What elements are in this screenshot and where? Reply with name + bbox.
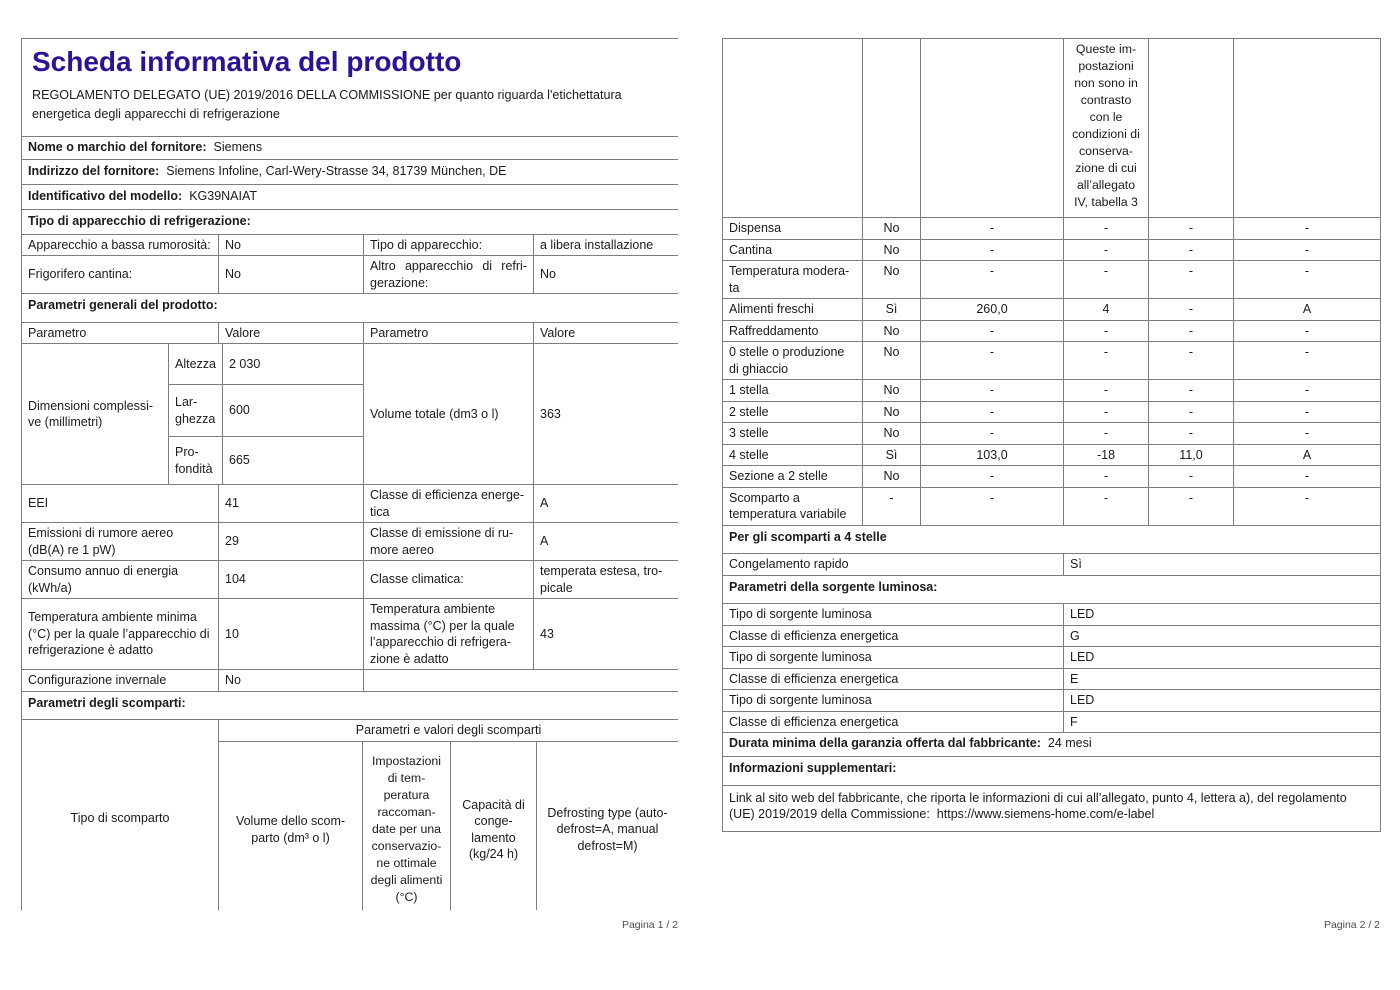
param-value: No xyxy=(219,234,364,256)
compartment-temp: - xyxy=(1064,342,1149,380)
param-value: 104 xyxy=(219,561,364,599)
light-param-value: E xyxy=(1064,668,1381,690)
param-value: No xyxy=(534,256,679,294)
light-param-row xyxy=(723,647,1381,669)
compartment-name: 2 stelle xyxy=(723,401,863,423)
fast-freeze-value: Sì xyxy=(1064,554,1381,576)
empty-cell xyxy=(1234,39,1381,218)
dimension-row xyxy=(22,344,679,385)
compartment-volume: - xyxy=(921,423,1064,445)
light-param-row xyxy=(723,604,1381,626)
model-row xyxy=(22,184,679,209)
light-param-label: Tipo di sorgente luminosa xyxy=(723,690,1064,712)
warranty-cell xyxy=(723,733,1381,757)
four-star-section-header: Per gli scomparti a 4 stelle xyxy=(723,525,1381,554)
param-value: 10 xyxy=(219,599,364,670)
light-param-value: F xyxy=(1064,711,1381,733)
manufacturer-link-label: Link al sito web del fabbricante, che riporta le informazioni di cui all’allegato, punto 4, lettera a), del regolamento (UE) 2019/2019 della Commissione: xyxy=(729,790,1347,821)
temp-settings-note: Queste impostazioni non sono in contrasto con le condizioni di conservazione di cui all’allegato IV, tabella 3 xyxy=(1064,39,1149,218)
address-label: Indirizzo del fornitore: xyxy=(28,164,160,179)
compartment-volume: - xyxy=(921,401,1064,423)
compartment-defrost: - xyxy=(1234,218,1381,240)
four-star-section-row xyxy=(723,525,1381,554)
compartment-temp: - xyxy=(1064,466,1149,488)
param-value: No xyxy=(219,256,364,294)
param-value: temperata estesa, tropicale xyxy=(534,561,679,599)
empty-cell xyxy=(723,39,863,218)
fast-freeze-label: Congelamento rapido xyxy=(723,554,1064,576)
manufacturer-link-row xyxy=(723,785,1381,831)
param-header-row xyxy=(22,322,679,344)
compartment-capacity: - xyxy=(1149,466,1234,488)
dimension-value: 665 xyxy=(223,437,364,485)
compartment-row xyxy=(723,380,1381,402)
comp-span-header-row xyxy=(22,720,679,742)
compartments-section-header: Parametri degli scomparti: xyxy=(22,691,679,720)
compartment-volume: - xyxy=(921,380,1064,402)
compartment-present: No xyxy=(863,239,921,261)
light-param-label: Classe di efficienza energetica xyxy=(723,711,1064,733)
compartment-name: 3 stelle xyxy=(723,423,863,445)
type-section-row xyxy=(22,209,679,234)
param-value: A xyxy=(534,485,679,523)
param-value: A xyxy=(534,523,679,561)
address-value: Siemens Infoline, Carl-Wery-Strasse 34, 81739 München, DE xyxy=(166,164,507,179)
compartment-present: No xyxy=(863,320,921,342)
compartment-name: Scomparto a temperatura variabile xyxy=(723,487,863,525)
compartment-capacity: - xyxy=(1149,423,1234,445)
light-param-row xyxy=(723,668,1381,690)
warranty-value: 24 mesi xyxy=(1047,736,1092,750)
compartment-volume: 260,0 xyxy=(921,299,1064,321)
param-header-label: Parametro xyxy=(364,322,534,344)
general-section-table xyxy=(21,293,678,323)
winter-tbody xyxy=(22,670,679,692)
compartment-name: Alimenti freschi xyxy=(723,299,863,321)
compartment-row xyxy=(723,239,1381,261)
dimension-key: Altezza xyxy=(169,344,223,385)
compartment-name: Temperatura moderata xyxy=(723,261,863,299)
page-1 xyxy=(21,38,678,910)
general-param-row xyxy=(22,561,679,599)
light-section-table xyxy=(722,575,1381,605)
compartment-volume: - xyxy=(921,261,1064,299)
compartment-defrost: - xyxy=(1234,239,1381,261)
compartment-row xyxy=(723,218,1381,240)
compartment-name: 4 stelle xyxy=(723,444,863,466)
dimensions-label: Dimensioni complessive (millimetri) xyxy=(22,344,169,485)
page2-footer: Pagina 2 / 2 xyxy=(1323,919,1380,931)
winter-row xyxy=(22,670,679,692)
compartment-row xyxy=(723,261,1381,299)
compartment-temp: 4 xyxy=(1064,299,1149,321)
compartment-volume: - xyxy=(921,320,1064,342)
manufacturer-link-table xyxy=(722,785,1381,832)
compartment-row xyxy=(723,466,1381,488)
light-param-label: Classe di efficienza energetica xyxy=(723,625,1064,647)
warranty-table xyxy=(722,732,1381,757)
compartment-row xyxy=(723,423,1381,445)
light-section-header: Parametri della sorgente luminosa: xyxy=(723,575,1381,604)
comp-span-header: Parametri e valori degli scomparti xyxy=(219,720,679,742)
address-cell xyxy=(22,159,679,184)
light-param-value: G xyxy=(1064,625,1381,647)
general-param-row xyxy=(22,523,679,561)
compartment-capacity: - xyxy=(1149,239,1234,261)
comp-capacity-header: Capacità di congelamento (kg/24 h) xyxy=(451,742,537,910)
comp-type-header: Tipo di scomparto xyxy=(22,720,219,910)
fast-freeze-table xyxy=(722,553,1381,576)
general-param-row xyxy=(22,599,679,670)
compartment-volume: - xyxy=(921,218,1064,240)
type-table xyxy=(21,234,678,295)
compartment-present: No xyxy=(863,466,921,488)
light-param-value: LED xyxy=(1064,690,1381,712)
compartment-temp: - xyxy=(1064,261,1149,299)
compartment-defrost: - xyxy=(1234,487,1381,525)
title-row xyxy=(22,39,679,137)
param-label: Temperatura ambiente minima (°C) per la quale l’apparecchio di refrigerazione è adatto xyxy=(22,599,219,670)
compartment-present: No xyxy=(863,380,921,402)
page-title: Scheda informativa del prodotto xyxy=(32,46,462,77)
compartment-defrost: - xyxy=(1234,380,1381,402)
dimension-key: Profondità xyxy=(169,437,223,485)
light-param-value: LED xyxy=(1064,647,1381,669)
supplementary-section-row xyxy=(723,757,1381,786)
address-row xyxy=(22,159,679,184)
light-param-label: Tipo di sorgente luminosa xyxy=(723,647,1064,669)
compartment-defrost: - xyxy=(1234,466,1381,488)
compartments-section-table xyxy=(21,691,678,721)
compartment-defrost: A xyxy=(1234,299,1381,321)
dimension-value: 600 xyxy=(223,385,364,437)
compartment-temp: - xyxy=(1064,423,1149,445)
compartment-row xyxy=(723,487,1381,525)
compartment-defrost: A xyxy=(1234,444,1381,466)
compartment-volume: - xyxy=(921,239,1064,261)
supplier-label: Nome o marchio del fornitore: xyxy=(28,140,207,155)
winter-value: No xyxy=(219,670,364,692)
model-label: Identificativo del modello: xyxy=(28,189,183,204)
compartment-name: 0 stelle o produzione di ghiaccio xyxy=(723,342,863,380)
compartment-capacity: - xyxy=(1149,380,1234,402)
compartment-present: No xyxy=(863,401,921,423)
compartment-temp: - xyxy=(1064,218,1149,240)
param-label: Altro apparecchio di refrigerazione: xyxy=(364,256,534,294)
compartment-present: No xyxy=(863,261,921,299)
compartment-temp: - xyxy=(1064,320,1149,342)
param-label: Emissioni di rumore aereo (dB(A) re 1 pW) xyxy=(22,523,219,561)
compartments-header-table xyxy=(21,719,678,910)
param-label: Consumo annuo di energia (kWh/a) xyxy=(22,561,219,599)
compartment-row xyxy=(723,444,1381,466)
total-volume-label: Volume totale (dm3 o l) xyxy=(364,344,534,485)
type-section-header: Tipo di apparecchio di refrigerazione: xyxy=(22,209,679,234)
compartment-row xyxy=(723,401,1381,423)
general-section-row xyxy=(22,294,679,323)
compartment-capacity: - xyxy=(1149,342,1234,380)
param-value: 43 xyxy=(534,599,679,670)
empty-cell xyxy=(863,39,921,218)
supplementary-section-header: Informazioni supplementari: xyxy=(723,757,1381,786)
compartment-capacity: - xyxy=(1149,299,1234,321)
compartment-volume: - xyxy=(921,487,1064,525)
page1-footer: Pagina 1 / 2 xyxy=(621,919,678,931)
compartment-name: Raffreddamento xyxy=(723,320,863,342)
compartment-defrost: - xyxy=(1234,261,1381,299)
param-label: Temperatura ambiente massima (°C) per la quale l’apparecchio di refrigerazione è adatto xyxy=(364,599,534,670)
light-section-row xyxy=(723,575,1381,604)
compartment-row xyxy=(723,342,1381,380)
compartment-capacity: 11,0 xyxy=(1149,444,1234,466)
general-params-table xyxy=(21,484,678,692)
compartment-capacity: - xyxy=(1149,320,1234,342)
compartment-name: Sezione a 2 stelle xyxy=(723,466,863,488)
comp-temp-header: Impostazioni di temperatura raccomandate per una conservazione ottimale degli alimenti (°C) xyxy=(363,742,451,910)
compartment-defrost: - xyxy=(1234,423,1381,445)
comp-header-continuation-row xyxy=(723,39,1381,218)
supplier-cell xyxy=(22,136,679,159)
compartment-row xyxy=(723,320,1381,342)
compartment-volume: - xyxy=(921,342,1064,380)
compartments-table xyxy=(722,38,1381,526)
param-label: Classe di emissione di rumore aereo xyxy=(364,523,534,561)
param-label: Tipo di apparecchio: xyxy=(364,234,534,256)
total-volume-value: 363 xyxy=(534,344,679,485)
regulation-text: REGOLAMENTO DELEGATO (UE) 2019/2016 DELLA COMMISSIONE per quanto riguarda l'etichettatura energetica degli apparecchi di refrigerazione xyxy=(32,87,622,121)
compartment-present: Sì xyxy=(863,299,921,321)
dimension-value: 2 030 xyxy=(223,344,364,385)
warranty-row xyxy=(723,733,1381,757)
compartments-section-row xyxy=(22,691,679,720)
compartment-defrost: - xyxy=(1234,342,1381,380)
four-star-section-table xyxy=(722,525,1381,555)
title-block xyxy=(22,39,679,137)
type-row xyxy=(22,256,679,294)
supplier-row xyxy=(22,136,679,159)
page-2 xyxy=(722,38,1380,832)
compartment-capacity: - xyxy=(1149,487,1234,525)
supplementary-section-table xyxy=(722,756,1381,786)
empty-cell xyxy=(1149,39,1234,218)
compartment-temp: - xyxy=(1064,239,1149,261)
light-param-row xyxy=(723,690,1381,712)
type-row xyxy=(22,234,679,256)
param-header-label: Parametro xyxy=(22,322,219,344)
compartment-volume: - xyxy=(921,466,1064,488)
compartment-name: Cantina xyxy=(723,239,863,261)
light-param-value: LED xyxy=(1064,604,1381,626)
fast-freeze-row xyxy=(723,554,1381,576)
param-label: Apparecchio a bassa rumorosità: xyxy=(22,234,219,256)
compartment-defrost: - xyxy=(1234,320,1381,342)
empty-cell xyxy=(921,39,1064,218)
compartment-defrost: - xyxy=(1234,401,1381,423)
comp-defrost-header: Defrosting type (auto-defrost=A, manual defrost=M) xyxy=(537,742,679,910)
light-param-row xyxy=(723,625,1381,647)
compartment-present: No xyxy=(863,218,921,240)
param-label: Classe di efficienza energetica xyxy=(364,485,534,523)
warranty-label: Durata minima della garanzia offerta dal fabbricante: xyxy=(729,736,1041,750)
header-table xyxy=(21,38,678,235)
param-value: 41 xyxy=(219,485,364,523)
compartment-temp: - xyxy=(1064,380,1149,402)
compartment-volume: 103,0 xyxy=(921,444,1064,466)
light-param-label: Classe di efficienza energetica xyxy=(723,668,1064,690)
compartment-name: 1 stella xyxy=(723,380,863,402)
empty-cell xyxy=(364,670,679,692)
supplier-value: Siemens xyxy=(213,140,263,155)
light-param-label: Tipo di sorgente luminosa xyxy=(723,604,1064,626)
compartment-temp: - xyxy=(1064,487,1149,525)
model-cell xyxy=(22,184,679,209)
compartment-name: Dispensa xyxy=(723,218,863,240)
compartment-capacity: - xyxy=(1149,218,1234,240)
param-value: 29 xyxy=(219,523,364,561)
param-header-table xyxy=(21,322,678,345)
compartment-present: No xyxy=(863,423,921,445)
param-label: Frigorifero cantina: xyxy=(22,256,219,294)
light-params-table xyxy=(722,603,1381,733)
compartment-capacity: - xyxy=(1149,401,1234,423)
light-param-row xyxy=(723,711,1381,733)
winter-label: Configurazione invernale xyxy=(22,670,219,692)
compartment-present: No xyxy=(863,342,921,380)
compartment-row xyxy=(723,299,1381,321)
manufacturer-link-url: https://www.siemens-home.com/e-label xyxy=(936,807,1155,821)
compartment-present: - xyxy=(863,487,921,525)
manufacturer-link-cell xyxy=(723,785,1381,831)
compartment-temp: - xyxy=(1064,401,1149,423)
compartment-capacity: - xyxy=(1149,261,1234,299)
dimensions-table xyxy=(21,343,678,485)
comp-volume-header: Volume dello scomparto (dm³ o l) xyxy=(219,742,363,910)
param-value: a libera installazione xyxy=(534,234,679,256)
model-value: KG39NAIAT xyxy=(189,189,258,204)
general-section-header: Parametri generali del prodotto: xyxy=(22,294,679,323)
general-param-row xyxy=(22,485,679,523)
param-label: Classe climatica: xyxy=(364,561,534,599)
compartment-present: Sì xyxy=(863,444,921,466)
compartment-temp: -18 xyxy=(1064,444,1149,466)
param-label: EEI xyxy=(22,485,219,523)
param-header-value: Valore xyxy=(219,322,364,344)
dimension-key: Larghezza xyxy=(169,385,223,437)
param-header-value: Valore xyxy=(534,322,679,344)
